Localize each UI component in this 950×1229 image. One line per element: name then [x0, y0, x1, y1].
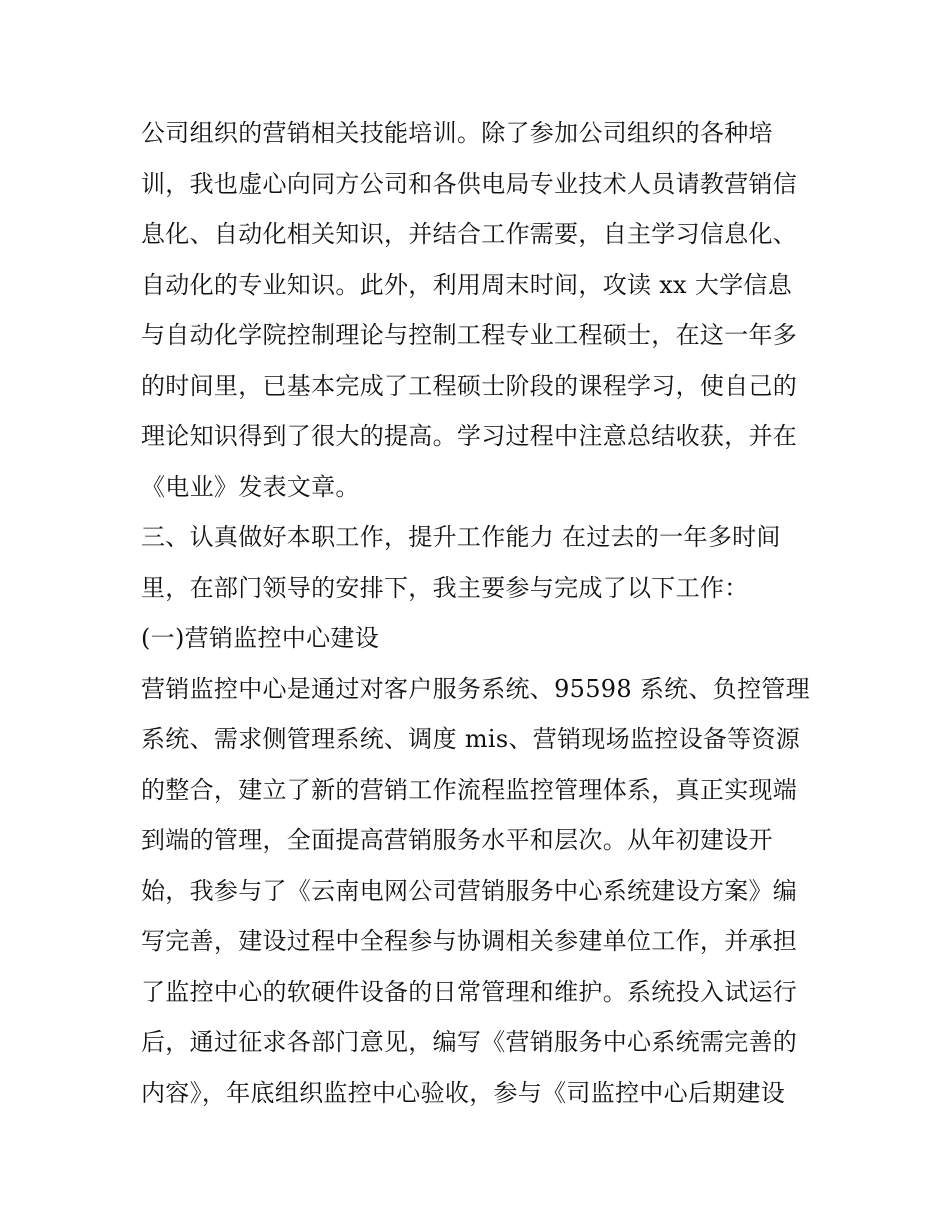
text-line: 与自动化学院控制理论与控制工程专业工程硕士，在这一年多: [141, 321, 798, 349]
text-line: 的整合，建立了新的营销工作流程监控管理体系，真正实现端: [141, 775, 798, 804]
text-line: 写完善，建设过程中全程参与协调相关参建单位工作，并承担: [141, 927, 798, 955]
text-line: 营销监控中心是通过对客户服务系统、95598 系统、负控管理: [141, 674, 810, 703]
text-line: 息化、自动化相关知识，并结合工作需要，自主学习信息化、: [141, 220, 798, 248]
text-line: 的时间里，已基本完成了工程硕士阶段的课程学习，使自己的: [141, 371, 798, 400]
text-line: 系统、需求侧管理系统、调度 mis、营销现场监控设备等资源: [141, 725, 801, 753]
text-line: 到端的管理，全面提高营销服务水平和层次。从年初建设开: [141, 826, 773, 854]
body-text: [141, 108, 821, 1118]
text-line: 后，通过征求各部门意见，编写《营销服务中心系统需完善的: [141, 1028, 798, 1056]
text-line: 里，在部门领导的安排下，我主要参与完成了以下工作：: [141, 573, 749, 602]
text-line: 自动化的专业知识。此外，利用周末时间，攻读 xx 大学信息: [141, 270, 793, 299]
text-line: 公司组织的营销相关技能培训。除了参加公司组织的各种培: [141, 119, 773, 147]
text-line: 了监控中心的软硬件设备的日常管理和维护。系统投入试运行: [141, 977, 798, 1006]
text-line: 训，我也虚心向同方公司和各供电局专业技术人员请教营销信: [141, 169, 798, 198]
subsection-heading: (一)营销监控中心建设: [141, 624, 380, 652]
text-line: 《电业》发表文章。: [141, 472, 360, 501]
text-line: 理论知识得到了很大的提高。学习过程中注意总结收获，并在: [141, 422, 798, 450]
text-line: 始，我参与了《云南电网公司营销服务中心系统建设方案》编: [141, 876, 798, 905]
section-heading: 三、认真做好本职工作，提升工作能力 在过去的一年多时间: [141, 523, 781, 551]
text-line: 内容》，年底组织监控中心验收，参与《司监控中心后期建设: [141, 1078, 786, 1107]
